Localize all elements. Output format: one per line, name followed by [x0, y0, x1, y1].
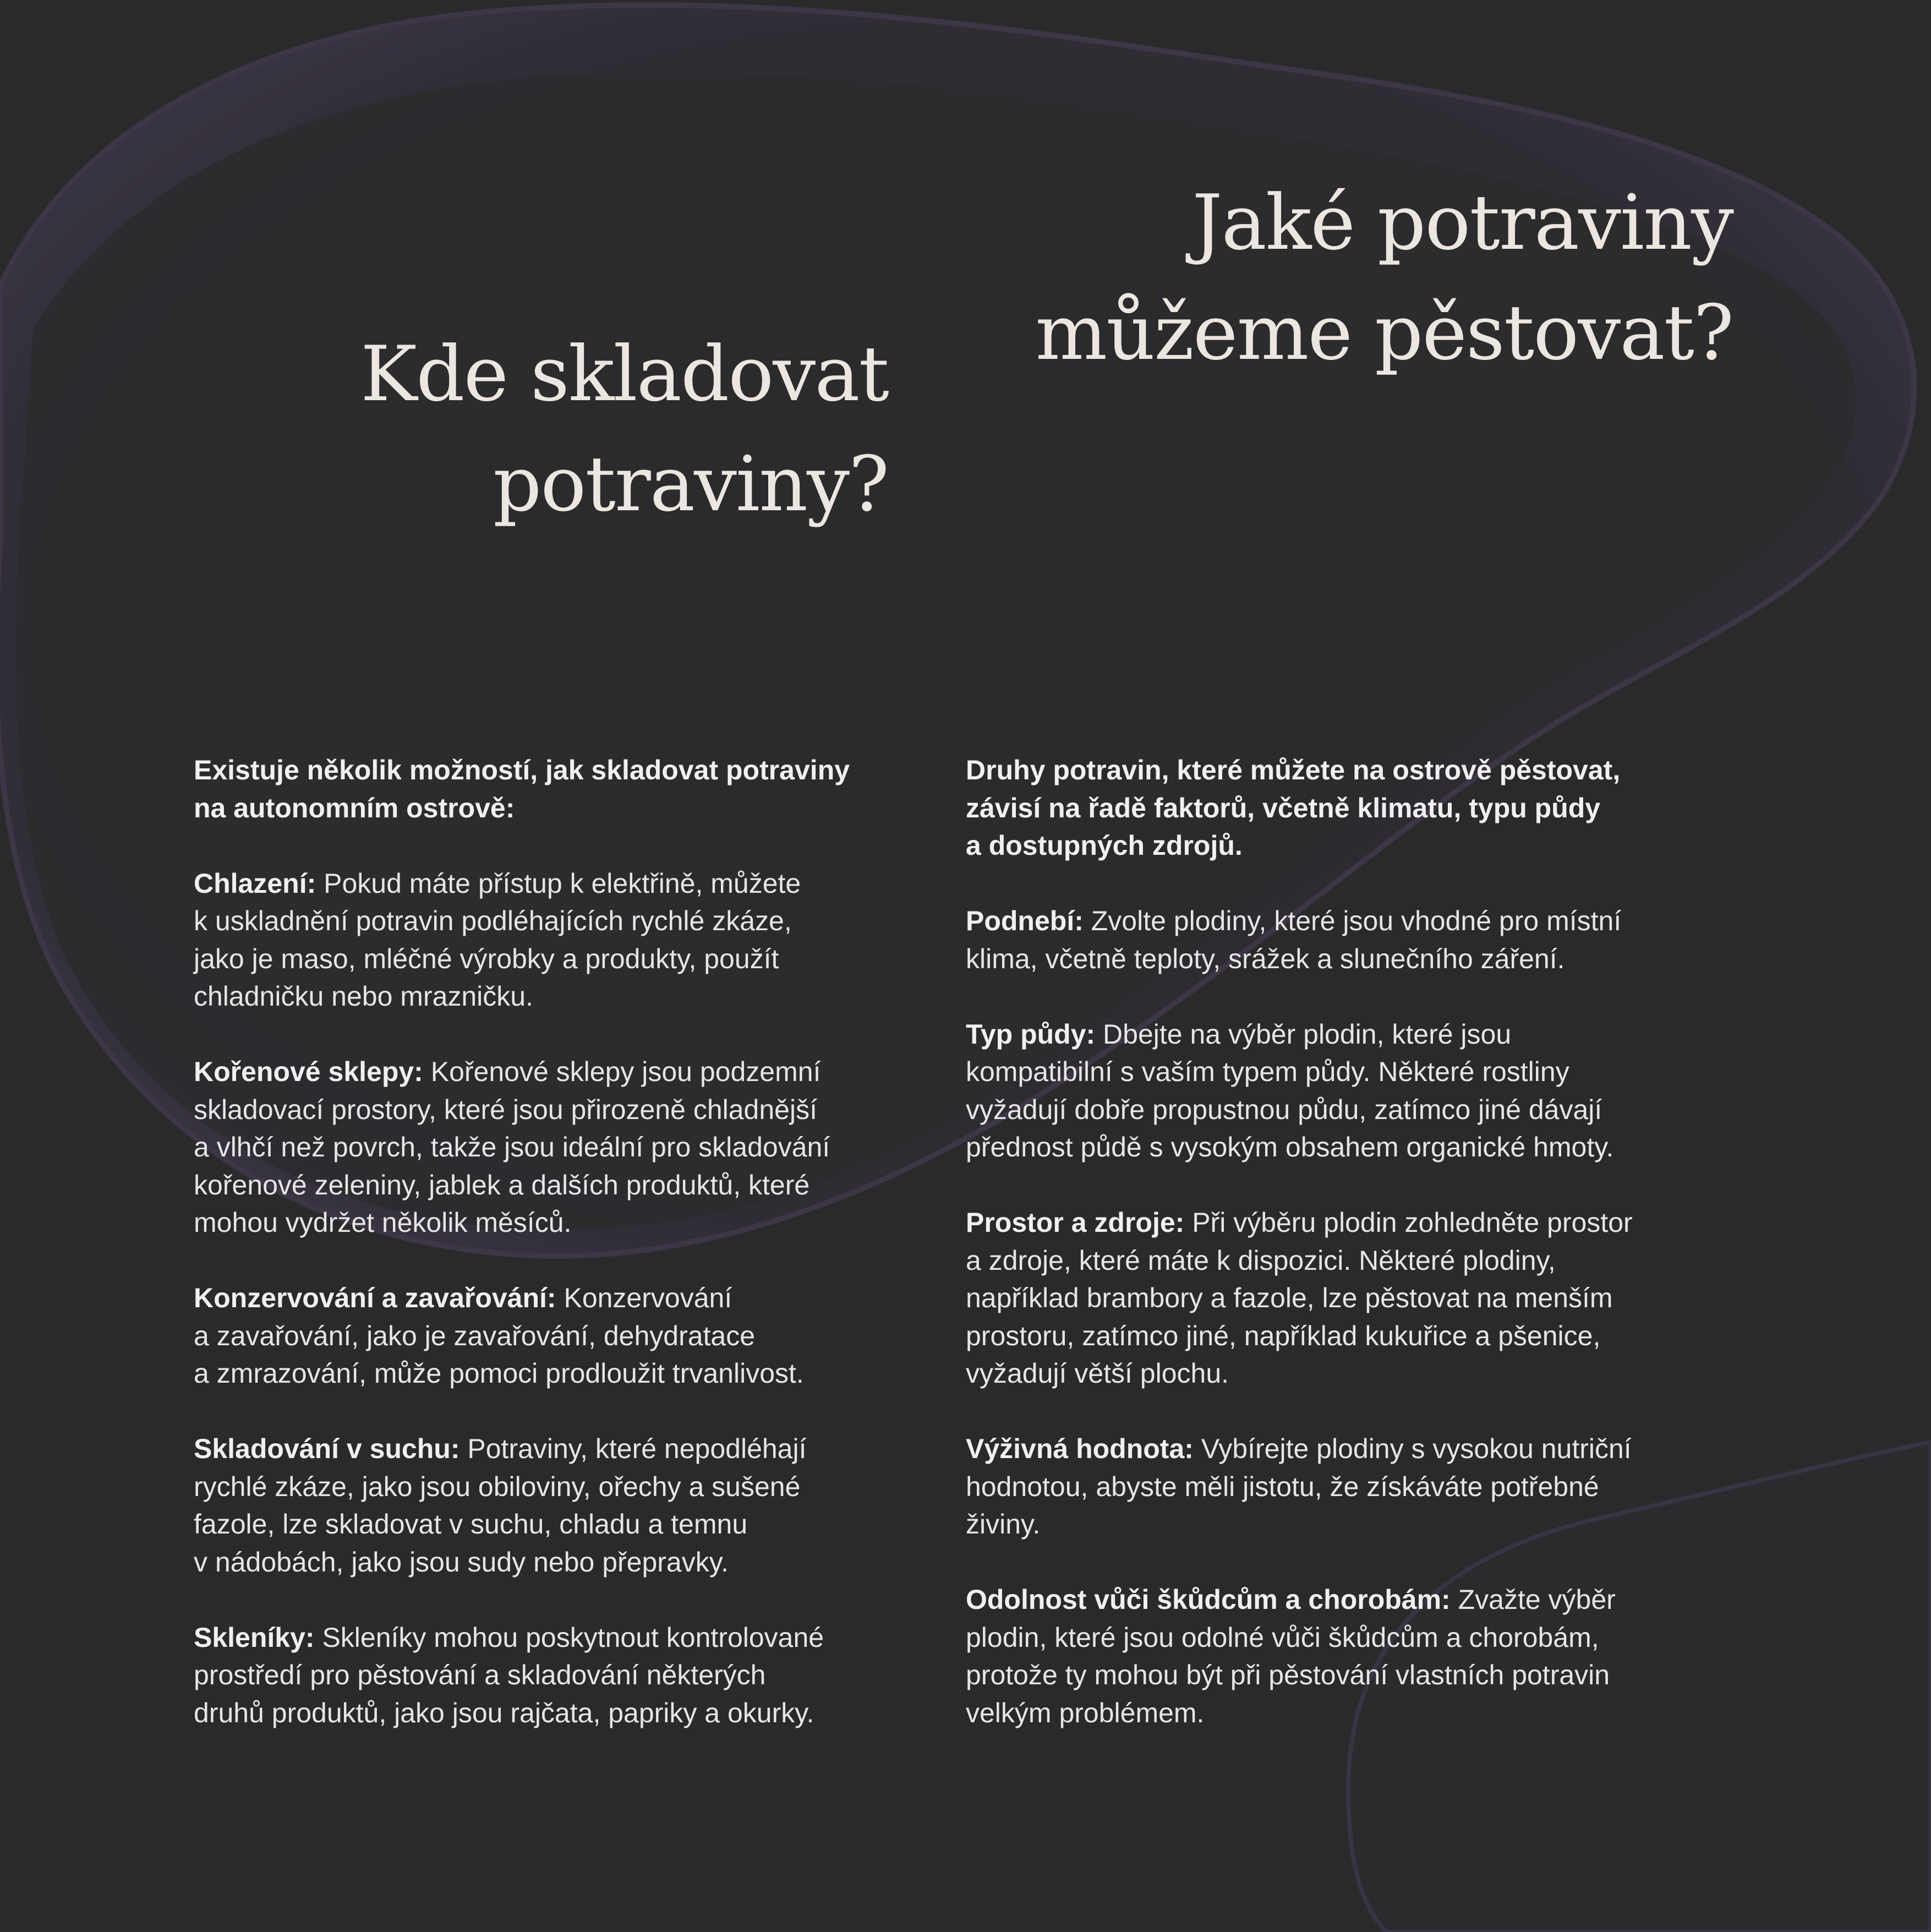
- section-text: Zvažte výběr: [1450, 1584, 1616, 1615]
- left-title: [360, 319, 888, 539]
- left-intro: [194, 751, 926, 827]
- section-text: v nádobách, jako jsou sudy nebo přepravky.: [194, 1546, 729, 1578]
- section-text: k uskladnění potravin podléhajících rychlé zkáze,: [194, 905, 792, 936]
- right-section-prostor-a-zdroje: [966, 1204, 1736, 1393]
- section-text: a vlhčí než povrch, takže jsou ideální pro skladování: [194, 1132, 830, 1163]
- left-section-korenove-sklepy: [194, 1053, 926, 1242]
- left-title-line-2: potraviny?: [493, 440, 888, 528]
- left-column: [194, 751, 926, 1770]
- section-text: protože ty mohou být při pěstování vlastních potravin: [966, 1660, 1610, 1690]
- section-label: Kořenové sklepy:: [194, 1056, 423, 1087]
- left-section-chlazeni: [194, 865, 926, 1016]
- section-text: živiny.: [966, 1509, 1041, 1540]
- section-text: plodin, které jsou odolné vůči škůdcům a chorobám,: [966, 1622, 1599, 1653]
- right-intro-line: a dostupných zdrojů.: [966, 830, 1243, 861]
- section-text: Při výběru plodin zohledněte prostor: [1184, 1207, 1633, 1238]
- section-text: prostředí pro pěstování a skladování některých: [194, 1660, 766, 1690]
- right-title-line-2: můžeme pěstovat?: [1035, 288, 1733, 377]
- right-intro: [966, 751, 1736, 865]
- section-text: Dbejte na výběr plodin, které jsou: [1095, 1018, 1512, 1050]
- left-section-konzervovani: [194, 1279, 926, 1393]
- right-title: [1035, 168, 1733, 388]
- section-label: Chlazení:: [194, 867, 316, 899]
- section-text: Kořenové sklepy jsou podzemní: [423, 1056, 821, 1087]
- section-text: velkým problémem.: [966, 1697, 1205, 1728]
- section-text: Zvolte plodiny, které jsou vhodné pro místní: [1083, 905, 1622, 936]
- section-text: Konzervování: [556, 1282, 732, 1313]
- section-text: fazole, lze skladovat v suchu, chladu a temnu: [194, 1509, 748, 1540]
- right-intro-line: závisí na řadě faktorů, včetně klimatu, typu půdy: [966, 792, 1601, 823]
- section-text: prostoru, zatímco jiné, například kukuřice a pšenice,: [966, 1320, 1601, 1351]
- right-title-line-1: Jaké potraviny: [1192, 178, 1733, 267]
- section-text: a zavařování, jako je zavařování, dehydratace: [194, 1320, 756, 1351]
- section-label: Výživná hodnota:: [966, 1433, 1194, 1464]
- left-title-line-1: Kde skladovat: [360, 330, 888, 418]
- section-label: Podnebí:: [966, 905, 1084, 936]
- section-label: Odolnost vůči škůdcům a chorobám:: [966, 1584, 1451, 1615]
- section-text: hodnotou, abyste měli jistotu, že získáváte potřebné: [966, 1471, 1599, 1502]
- left-intro-line: Existuje několik možností, jak skladovat potraviny: [194, 755, 850, 785]
- section-text: druhů produktů, jako jsou rajčata, papriky a okurky.: [194, 1697, 814, 1728]
- section-text: například brambory a fazole, lze pěstovat na menším: [966, 1282, 1613, 1313]
- right-column: [966, 751, 1736, 1770]
- right-section-vyzivna-hodnota: [966, 1430, 1736, 1543]
- left-section-skleniky: [194, 1619, 926, 1732]
- right-section-podnebi: [966, 902, 1736, 978]
- section-text: jako je maso, mléčné výrobky a produkty, použít: [194, 943, 779, 974]
- section-text: skladovací prostory, které jsou přirozeně chladnější: [194, 1094, 817, 1125]
- section-text: Potraviny, které nepodléhají: [459, 1433, 807, 1464]
- section-label: Prostor a zdroje:: [966, 1207, 1185, 1238]
- section-label: Skleníky:: [194, 1622, 315, 1653]
- left-section-skladovani-v-suchu: [194, 1430, 926, 1581]
- section-text: a zdroje, které máte k dispozici. Některé plodiny,: [966, 1245, 1556, 1276]
- right-section-typ-pudy: [966, 1016, 1736, 1166]
- section-text: Skleníky mohou poskytnout kontrolované: [314, 1622, 824, 1653]
- right-section-odolnost: [966, 1581, 1736, 1732]
- section-text: chladničku nebo mrazničku.: [194, 981, 533, 1012]
- section-text: klima, včetně teploty, srážek a slunečního záření.: [966, 943, 1565, 974]
- section-text: přednost půdě s vysokým obsahem organické hmoty.: [966, 1132, 1614, 1163]
- left-intro-line: na autonomním ostrově:: [194, 792, 515, 823]
- section-text: vyžadují větší plochu.: [966, 1358, 1229, 1389]
- section-label: Konzervování a zavařování:: [194, 1282, 556, 1313]
- section-text: vyžadují dobře propustnou půdu, zatímco jiné dávají: [966, 1094, 1602, 1125]
- section-text: Pokud máte přístup k elektřině, můžete: [316, 867, 801, 899]
- section-text: a zmrazování, může pomoci prodloužit trvanlivost.: [194, 1358, 804, 1389]
- section-text: rychlé zkáze, jako jsou obiloviny, ořechy a sušené: [194, 1471, 801, 1502]
- section-text: mohou vydržet několik měsíců.: [194, 1207, 572, 1238]
- section-text: kořenové zeleniny, jablek a dalších produktů, které: [194, 1169, 810, 1200]
- section-label: Skladování v suchu:: [194, 1433, 460, 1464]
- section-text: kompatibilní s vaším typem půdy. Některé rostliny: [966, 1056, 1569, 1087]
- section-text: Vybírejte plodiny s vysokou nutriční: [1193, 1433, 1632, 1464]
- section-label: Typ půdy:: [966, 1018, 1096, 1050]
- right-intro-line: Druhy potravin, které můžete na ostrově pěstovat,: [966, 755, 1621, 785]
